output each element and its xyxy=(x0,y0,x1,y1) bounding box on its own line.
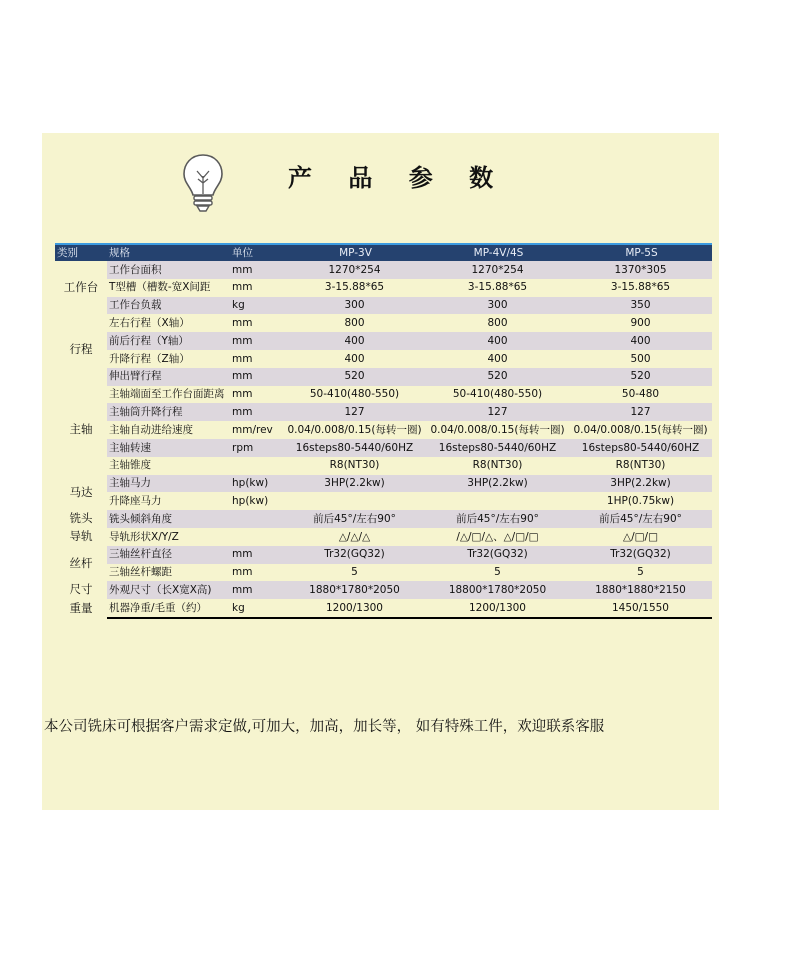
value-mp5s-cell: 1HP(0.75kw) xyxy=(606,495,675,507)
spec-name-cell: 铣头倾斜角度 xyxy=(107,510,230,528)
table-row xyxy=(55,599,712,618)
header-model-mp4v: MP-4V/4S xyxy=(426,244,569,261)
spec-name-cell: 主轴锥度 xyxy=(109,459,151,472)
page-title: 产 品 参 数 xyxy=(288,163,508,192)
footer-note: 本公司铣床可根据客户需求定做,可加大，加高，加长等， 如有特殊工件，欢迎联系客服 xyxy=(44,719,605,735)
header-model-mp3v: MP-3V xyxy=(283,244,426,261)
value-mp3v-cell: △/△/△ xyxy=(338,530,371,543)
value-mp4v-cell: 0.04/0.008/0.15(每转一圈) xyxy=(430,423,565,436)
value-mp5s-cell: △/□/□ xyxy=(623,530,658,543)
value-mp4v-cell: 300 xyxy=(426,297,569,315)
table-row xyxy=(55,421,712,439)
value-mp4v-cell: 5 xyxy=(494,566,501,579)
spec-name-cell: 伸出臂行程 xyxy=(107,368,230,386)
category-cell: 丝杆 xyxy=(69,555,93,570)
unit-cell: mm xyxy=(232,388,253,401)
table-row xyxy=(55,350,712,368)
category-cell: 重量 xyxy=(69,600,93,615)
unit-cell: hp(kw) xyxy=(230,475,283,493)
value-mp5s-cell: 350 xyxy=(569,297,712,315)
unit-cell: mm xyxy=(230,546,283,564)
spec-name-cell: 主轴自动进给速度 xyxy=(109,423,193,436)
value-mp3v-cell: 520 xyxy=(283,368,426,386)
value-mp4v-cell: 18800*1780*2050 xyxy=(426,581,569,599)
spec-name-cell: 导轨形状X/Y/Z xyxy=(109,530,179,543)
value-mp3v-cell: R8(NT30) xyxy=(329,459,380,472)
value-mp4v-cell: 400 xyxy=(426,332,569,350)
spec-name-cell: 三轴丝杆螺距 xyxy=(109,566,172,579)
table-row xyxy=(55,546,712,564)
value-mp5s-cell: 前后45°/左右90° xyxy=(569,510,712,528)
value-mp4v-cell: 800 xyxy=(487,317,508,330)
unit-cell: mm xyxy=(230,261,283,279)
value-mp5s-cell: 3-15.88*65 xyxy=(610,281,671,294)
table-row xyxy=(55,492,712,510)
category-cell: 铣头 xyxy=(69,511,93,526)
value-mp5s-cell: 500 xyxy=(630,352,651,365)
spec-name-cell: 升降座马力 xyxy=(109,495,162,507)
value-mp5s-cell: 16steps80-5440/60HZ xyxy=(569,439,712,457)
value-mp3v-cell: 127 xyxy=(283,403,426,421)
header-category: 类别 xyxy=(55,244,107,261)
value-mp3v-cell: 1200/1300 xyxy=(283,599,426,618)
category-cell: 主轴 xyxy=(69,422,93,437)
spec-name-cell: T型槽（槽数-宽X间距 xyxy=(109,281,211,294)
value-mp4v-cell: 3HP(2.2kw) xyxy=(426,475,569,493)
value-mp5s-cell: 0.04/0.008/0.15(每转一圈) xyxy=(573,423,708,436)
table-row xyxy=(55,564,712,582)
value-mp4v-cell: /△/□/△、△/□/□ xyxy=(456,530,539,543)
category-cell: 工作台 xyxy=(63,279,99,294)
value-mp3v-cell: 800 xyxy=(344,317,365,330)
unit-cell: mm xyxy=(232,352,253,365)
category-cell: 尺寸 xyxy=(69,582,93,597)
value-mp4v-cell: Tr32(GQ32) xyxy=(426,546,569,564)
spec-name-cell: 工作台面积 xyxy=(107,261,230,279)
unit-cell xyxy=(230,528,283,546)
table-row xyxy=(55,297,712,315)
unit-cell xyxy=(230,457,283,475)
spec-name-cell: 主轴端面至工作台面距离 xyxy=(109,388,225,401)
value-mp5s-cell: 400 xyxy=(569,332,712,350)
value-mp4v-cell xyxy=(426,492,569,510)
category-cell: 行程 xyxy=(69,342,93,357)
value-mp5s-cell: 1370*305 xyxy=(569,261,712,279)
spec-name-cell: 前后行程（Y轴） xyxy=(107,332,230,350)
value-mp5s-cell: 50-480 xyxy=(621,388,660,401)
table-row xyxy=(55,581,712,599)
value-mp5s-cell: R8(NT30) xyxy=(615,459,666,472)
value-mp4v-cell: 3-15.88*65 xyxy=(467,281,528,294)
table-row xyxy=(55,261,712,279)
table-header-row xyxy=(55,244,712,261)
header-model-mp5s: MP-5S xyxy=(569,244,712,261)
value-mp5s-cell: 127 xyxy=(569,403,712,421)
value-mp4v-cell: 16steps80-5440/60HZ xyxy=(426,439,569,457)
table-body xyxy=(55,261,712,618)
table-row xyxy=(55,510,712,528)
table-row xyxy=(55,332,712,350)
value-mp3v-cell: 16steps80-5440/60HZ xyxy=(283,439,426,457)
spec-name-cell: 外观尺寸（长X宽X高) xyxy=(107,581,230,599)
unit-cell: kg xyxy=(230,599,283,618)
unit-cell: hp(kw) xyxy=(232,495,269,507)
value-mp5s-cell: 1450/1550 xyxy=(569,599,712,618)
unit-cell: mm xyxy=(230,368,283,386)
table-row xyxy=(55,368,712,386)
spec-name-cell: 升降行程（Z轴） xyxy=(109,352,190,365)
value-mp4v-cell: 127 xyxy=(426,403,569,421)
value-mp3v-cell: 3-15.88*65 xyxy=(324,281,385,294)
unit-cell xyxy=(230,510,283,528)
value-mp3v-cell: 1880*1780*2050 xyxy=(283,581,426,599)
unit-cell: mm xyxy=(232,317,253,330)
value-mp3v-cell: 300 xyxy=(283,297,426,315)
value-mp3v-cell: 5 xyxy=(351,566,358,579)
unit-cell: rpm xyxy=(230,439,283,457)
value-mp4v-cell: 400 xyxy=(487,352,508,365)
value-mp4v-cell: R8(NT30) xyxy=(472,459,523,472)
value-mp4v-cell: 50-410(480-550) xyxy=(452,388,543,401)
value-mp4v-cell: 520 xyxy=(426,368,569,386)
value-mp4v-cell: 前后45°/左右90° xyxy=(426,510,569,528)
table-row xyxy=(55,457,712,475)
unit-cell: mm/rev xyxy=(232,423,273,436)
header-unit: 单位 xyxy=(230,244,283,261)
spec-name-cell: 工作台负载 xyxy=(107,297,230,315)
table-row xyxy=(55,386,712,404)
unit-cell: kg xyxy=(230,297,283,315)
spec-name-cell: 机器净重/毛重（约） xyxy=(107,599,230,618)
spec-name-cell: 主轴筒升降行程 xyxy=(107,403,230,421)
value-mp4v-cell: 1270*254 xyxy=(426,261,569,279)
value-mp3v-cell: 1270*254 xyxy=(283,261,426,279)
value-mp3v-cell: 前后45°/左右90° xyxy=(283,510,426,528)
table-row xyxy=(55,475,712,493)
value-mp5s-cell: 520 xyxy=(569,368,712,386)
value-mp5s-cell: 3HP(2.2kw) xyxy=(569,475,712,493)
unit-cell: mm xyxy=(232,281,253,294)
value-mp5s-cell: 900 xyxy=(630,317,651,330)
value-mp3v-cell xyxy=(283,492,426,510)
value-mp3v-cell: Tr32(GQ32) xyxy=(283,546,426,564)
category-cell: 导轨 xyxy=(69,529,93,544)
value-mp5s-cell: 1880*1880*2150 xyxy=(569,581,712,599)
value-mp3v-cell: 3HP(2.2kw) xyxy=(283,475,426,493)
spec-table xyxy=(55,243,712,619)
unit-cell: mm xyxy=(232,566,253,579)
table-row xyxy=(55,528,712,546)
spec-name-cell: 左右行程（X轴） xyxy=(109,317,190,330)
table-row xyxy=(55,314,712,332)
spec-name-cell: 主轴转速 xyxy=(107,439,230,457)
value-mp3v-cell: 400 xyxy=(344,352,365,365)
value-mp4v-cell: 1200/1300 xyxy=(426,599,569,618)
lightbulb-icon xyxy=(180,152,226,214)
value-mp3v-cell: 400 xyxy=(283,332,426,350)
table-row xyxy=(55,439,712,457)
header-spec: 规格 xyxy=(107,244,230,261)
spec-name-cell: 主轴马力 xyxy=(107,475,230,493)
spec-name-cell: 三轴丝杆直径 xyxy=(107,546,230,564)
value-mp5s-cell: 5 xyxy=(637,566,644,579)
unit-cell: mm xyxy=(230,332,283,350)
category-cell: 马达 xyxy=(69,484,93,499)
value-mp5s-cell: Tr32(GQ32) xyxy=(569,546,712,564)
unit-cell: mm xyxy=(230,403,283,421)
unit-cell: mm xyxy=(230,581,283,599)
table-row xyxy=(55,403,712,421)
table-row xyxy=(55,279,712,297)
value-mp3v-cell: 0.04/0.008/0.15(每转一圈) xyxy=(287,423,422,436)
value-mp3v-cell: 50-410(480-550) xyxy=(309,388,400,401)
